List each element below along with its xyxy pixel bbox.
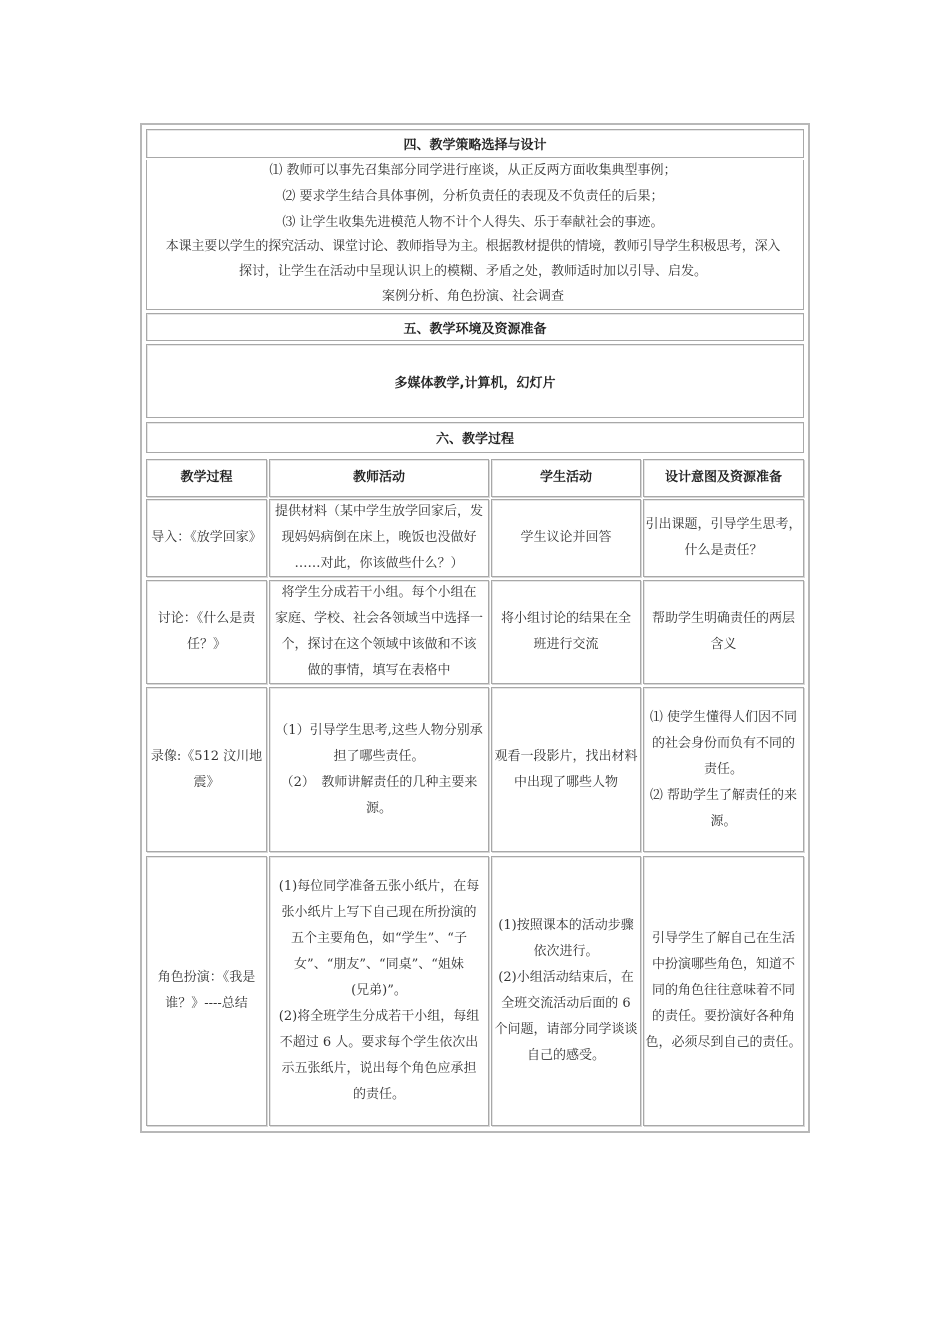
row2-design-line: 帮助学生明确责任的两层	[651, 611, 795, 626]
row2-teacher	[269, 580, 489, 684]
lesson-plan-table	[140, 123, 810, 1133]
section4-line-4: 本课主要以学生的探究活动、课堂讨论、教师指导为主。根据教材提供的情境，教师引导学生积极思考，深入	[165, 239, 781, 254]
row3-teacher	[269, 687, 489, 852]
row2-student-line: 将小组讨论的结果在全	[500, 611, 631, 626]
row1-teacher-line: ……对此，你该做些什么？）	[294, 556, 464, 571]
row4-student-line: 个问题，请部分同学谈谈	[494, 1022, 638, 1037]
row3-design-line: ⑴ 使学生懂得人们因不同	[649, 709, 798, 725]
row2-design-line: 含义	[710, 637, 737, 652]
row4-teacher-line: 五个主要角色，如“学生”、“子	[291, 931, 467, 946]
row4-design-line: 的责任。要扮演好各种角	[651, 1009, 795, 1024]
row1-design-line: 什么是责任？	[684, 543, 763, 558]
row4-teacher-line: (2)将全班学生分成若干小组，每组	[278, 1009, 480, 1024]
row4-teacher	[269, 856, 489, 1126]
row4-student-line: (2)小组活动结束后，在	[498, 970, 634, 985]
row4-teacher-line: 的责任。	[352, 1087, 405, 1102]
section4-line-2: ⑵ 要求学生结合具体事例，分析负责任的表现及不负责任的后果；	[282, 189, 664, 204]
row3-student-line: 观看一段影片，找出材料	[494, 748, 638, 764]
row3-design-line: ⑵ 帮助学生了解责任的来	[649, 787, 798, 803]
row4-process-line: 角色扮演：《我是	[157, 970, 256, 985]
row2-process	[146, 580, 267, 684]
col-header-teacher-label: 教师活动	[352, 470, 405, 485]
row4-process-line: 谁？》----总结	[165, 996, 248, 1011]
row4-process	[146, 856, 267, 1126]
row3-design-line: 源。	[710, 813, 737, 829]
col-header-design-label: 设计意图及资源准备	[664, 470, 782, 485]
row2-teacher-line: 个，探讨在这个领域中该做和不该	[281, 637, 477, 652]
col-header-student-label: 学生活动	[539, 470, 592, 485]
row3-teacher-line: （2） 教师讲解责任的几种主要来	[280, 774, 478, 790]
row2-design	[643, 580, 804, 684]
section4-header	[146, 129, 804, 158]
section5-body	[146, 344, 804, 418]
row4-design	[643, 856, 804, 1126]
section4-line-5: 探讨，让学生在活动中呈现认识上的模糊、矛盾之处，教师适时加以引导、启发。	[238, 264, 707, 279]
row2-teacher-line: 家庭、学校、社会各领域当中选择一	[274, 611, 483, 626]
col-header-teacher	[269, 459, 489, 497]
row1-student-line: 学生议论并回答	[520, 530, 612, 545]
row4-teacher-line: 张小纸片上写下自己现在所扮演的	[281, 905, 477, 920]
row4-design-line: 同的角色往往意味着不同	[651, 983, 795, 998]
row4-design-line: 色，必须尽到自己的责任。	[645, 1035, 802, 1050]
row2-student	[491, 580, 641, 684]
section5-header	[146, 313, 804, 341]
col-header-student	[491, 459, 641, 497]
row4-teacher-line: 示五张纸片，说出每个角色应承担	[281, 1061, 477, 1076]
row4-student-line: 依次进行。	[533, 944, 599, 959]
row1-student	[491, 499, 641, 577]
row1-design	[643, 499, 804, 577]
section4-line-6: 案例分析、角色扮演、社会调查	[381, 289, 564, 304]
row2-teacher-line: 做的事情，填写在表格中	[307, 663, 451, 678]
row4-teacher-line: (1)每位同学准备五张小纸片，在每	[278, 879, 480, 894]
row1-design-line: 引出课题，引导学生思考，	[645, 517, 802, 532]
row3-process-line: 震》	[193, 774, 220, 790]
row3-teacher-line: 源。	[365, 800, 392, 816]
row3-design-line: 的社会身份而负有不同的	[651, 735, 795, 751]
section4-line-1: ⑴ 教师可以事先召集部分同学进行座谈，从正反两方面收集典型事例；	[269, 163, 677, 178]
col-header-process-label: 教学过程	[180, 470, 233, 485]
row4-teacher-line: (兄弟)”。	[351, 983, 407, 998]
row1-process-line: 导入：《放学回家》	[151, 530, 262, 545]
row3-student-line: 中出现了哪些人物	[513, 774, 618, 790]
row1-teacher-line: 现妈妈病倒在床上，晚饭也没做好	[281, 530, 477, 545]
section6-header	[146, 422, 804, 453]
row2-process-line: 讨论：《什么是责	[157, 611, 256, 626]
section4-title: 四、教学策略选择与设计	[403, 138, 547, 153]
section5-content: 多媒体教学,计算机，幻灯片	[394, 375, 556, 391]
row2-teacher-line: 将学生分成若干小组。每个小组在	[281, 585, 477, 600]
col-header-process	[146, 459, 267, 497]
row2-student-line: 班进行交流	[533, 637, 599, 652]
row4-student-line: 自己的感受。	[526, 1048, 605, 1063]
section5-title: 五、教学环境及资源准备	[403, 321, 547, 337]
row4-teacher-line: 不超过 6 人。要求每个学生依次出	[279, 1035, 479, 1050]
row1-teacher	[269, 499, 489, 577]
row3-process	[146, 687, 267, 852]
row4-design-line: 引导学生了解自己在生活	[651, 931, 795, 946]
section4-line-3: ⑶ 让学生收集先进模范人物不计个人得失、乐于奉献社会的事迹。	[282, 215, 664, 230]
row3-design-line: 责任。	[703, 761, 743, 777]
row4-teacher-line: 女”、“朋友”、“同桌”、“姐妹	[294, 957, 464, 972]
row4-student-line: (1)按照课本的活动步骤	[498, 918, 634, 933]
row1-process	[146, 499, 267, 577]
row3-teacher-line: 担了哪些责任。	[333, 748, 425, 764]
row4-design-line: 中扮演哪些角色，知道不	[651, 957, 795, 972]
row1-teacher-line: 提供材料（某中学生放学回家后，发	[274, 504, 483, 519]
col-header-design	[643, 459, 804, 497]
row3-student	[491, 687, 641, 852]
row4-student-line: 全班交流活动后面的 6	[501, 996, 631, 1011]
section6-title: 六、教学过程	[435, 432, 514, 447]
row3-teacher-line: （1）引导学生思考,这些人物分别承	[275, 722, 483, 738]
row4-student	[491, 856, 641, 1126]
row3-process-line: 录像:《512 汶川地	[150, 748, 263, 764]
row3-design	[643, 687, 804, 852]
row2-process-line: 任？》	[186, 637, 226, 652]
